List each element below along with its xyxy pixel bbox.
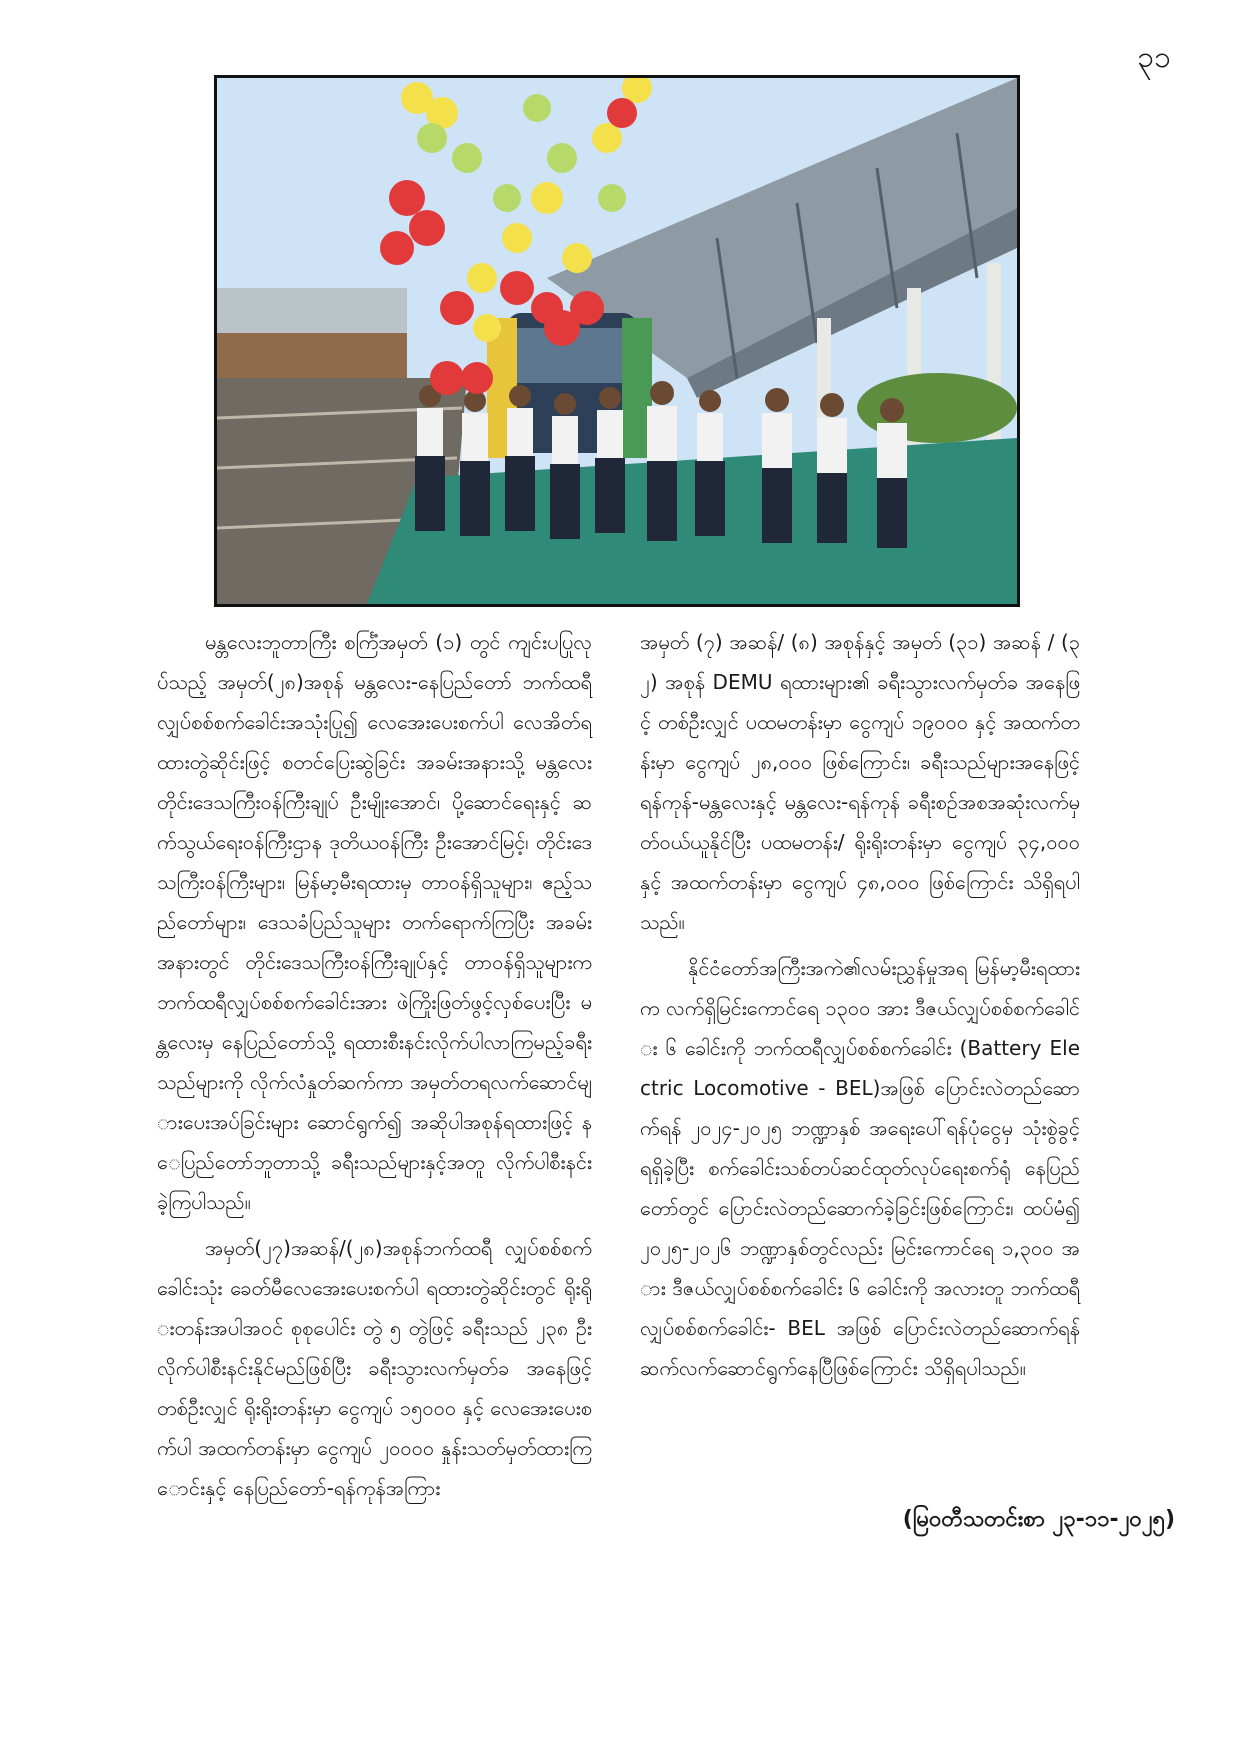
article-paragraph: အမှတ်(၂၇)အဆန်/(၂၈)အစုန်ဘက်ထရီ လျှပ်စစ်စက်ခေါင်းသုံး ခေတ်မီလေအေးပေးစက်ပါ ရထားတွဲဆိုင်းတွင် ရိုးရိုးတန်းအပါအဝင် စုစုပေါင်း တွဲ ၅ တွဲဖြင့် ခရီးသည် ၂၃၈ ဦး လိုက်ပါစီးနင်းနိုင်မည်ဖြစ်ပြီး ခရီးသွားလက်မှတ်ခ အနေဖြင့် တစ်ဦးလျှင် ရိုးရိုးတန်းမှာ ငွေကျပ် ၁၅၀၀၀ နှင့် လေအေးပေးစက်ပါ အထက်တန်းမှာ ငွေကျပ် ၂၀၀၀၀ နှုန်းသတ်မှတ်ထားကြောင်းနှင့် နေပြည်တော်-ရန်ကုန်အကြား [157, 1236, 593, 1500]
article-paragraph: မန္တလေးဘူတာကြီး စင်္ကြံအမှတ် (၁) တွင် ကျင်းပပြုလုပ်သည့် အမှတ်(၂၈)အစုန် မန္တလေး-နေပြည်တော် ဘက်ထရီလျှပ်စစ်စက်ခေါင်းအသုံးပြု၍ လေအေးပေးစက်ပါ လေအိတ်ရထားတွဲဆိုင်းဖြင့် စတင်ပြေးဆွဲခြင်း အခမ်းအနားသို့ မန္တလေးတိုင်းဒေသကြီးဝန်ကြီးချုပ် ဦးမျိုးအောင်၊ ပို့ဆောင်ရေးနှင့် ဆက်သွယ်ရေးဝန်ကြီးဌာန ဒုတိယဝန်ကြီး ဦးအောင်မြင့်၊ တိုင်းဒေသကြီးဝန်ကြီးများ၊ မြန်မာ့မီးရထားမှ တာဝန်ရှိသူများ၊ ဧည့်သည်တော်များ၊ ဒေသခံပြည်သူများ တက်ရောက်ကြပြီး အခမ်းအနားတွင် တိုင်းဒေသကြီးဝန်ကြီးချုပ်နှင့် တာဝန်ရှိသူများက ဘက်ထရီလျှပ်စစ်စက်ခေါင်းအား ဖဲကြိုးဖြတ်ဖွင့်လှစ်ပေးပြီး မန္တလေးမှ နေပြည်တော်သို့ ရထားစီးနင်းလိုက်ပါလာကြမည့်ခရီးသည်များကို လိုက်လံနှုတ်ဆက်ကာ အမှတ်တရလက်ဆောင်များပေးအပ်ခြင်းများ ဆောင်ရွက်၍ အဆိုပါအစုန်ရထားဖြင့် နေပြည်တော်ဘူတာသို့ ခရီးသည်များနှင့်အတူ လိုက်ပါစီးနင်းခဲ့ကြပါသည်။ [157, 630, 592, 1214]
photo-illustration [217, 78, 1017, 604]
source-citation: (မြဝတီသတင်းစာ ၂၃-၁၁-၂၀၂၅) [902, 1507, 1175, 1532]
page-number: ၃၁ [1137, 40, 1171, 75]
article-paragraph: နိုင်ငံတော်အကြီးအကဲ၏လမ်းညွှန်မှုအရ မြန်မာ့မီးရထားက လက်ရှိမြင်းကောင်ရေ ၁၃၀၀ အား ဒီဇယ်လျှပ်စစ်စက်ခေါင်း ၆ ခေါင်းကို ဘက်ထရီလျှပ်စစ်စက်ခေါင်း (Battery Electric Locomotive - BEL)အဖြစ် ပြောင်းလဲတည်ဆောက်ရန် ၂၀၂၄-၂၀၂၅ ဘဏ္ဍာနှစ် အရေးပေါ်ရန်ပုံငွေမှ သုံးစွဲခွင့်ရရှိခဲ့ပြီး စက်ခေါင်းသစ်တပ်ဆင်ထုတ်လုပ်ရေးစက်ရုံ နေပြည်တော်တွင် ပြောင်းလဲတည်ဆောက်ခဲ့ခြင်းဖြစ်ကြောင်း၊ ထပ်မံ၍ ၂၀၂၅-၂၀၂၆ ဘဏ္ဍာနှစ်တွင်လည်း မြင်းကောင်ရေ ၁,၃၀၀ အား ဒီဇယ်လျှပ်စစ်စက်ခေါင်း ၆ ခေါင်းကို အလားတူ ဘက်ထရီလျှပ်စစ်စက်ခေါင်း- BEL အဖြစ် ပြောင်းလဲတည်ဆောက်ရန် ဆက်လက်ဆောင်ရွက်နေပြီဖြစ်ကြောင်း သိရှိရပါသည်။ [640, 956, 1080, 1380]
ceremony-photo [214, 75, 1020, 607]
article-right-column [640, 622, 1080, 1394]
article-paragraph: အမှတ် (၇) အဆန်/ (၈) အစုန်နှင့် အမှတ် (၃၁) အဆန် / (၃၂) အစုန် DEMU ရထားများ၏ ခရီးသွားလက်မှတ်ခ အနေဖြင့် တစ်ဦးလျှင် ပထမတန်းမှာ ငွေကျပ် ၁၉၀၀၀ နှင့် အထက်တန်းမှာ ငွေကျပ် ၂၈,၀၀၀ ဖြစ်ကြောင်း၊ ခရီးသည်များအနေဖြင့် ရန်ကုန်-မန္တလေးနှင့် မန္တလေး-ရန်ကုန် ခရီးစဉ်အစအဆုံးလက်မှတ်ဝယ်ယူနိုင်ပြီး ပထမတန်း/ ရိုးရိုးတန်းမှာ ငွေကျပ် ၃၄,၀၀၀ နှင့် အထက်တန်းမှာ ငွေကျပ် ၄၈,၀၀၀ ဖြစ်ကြောင်း သိရှိရပါသည်။ [640, 630, 1080, 934]
article-left-column [157, 622, 592, 1514]
